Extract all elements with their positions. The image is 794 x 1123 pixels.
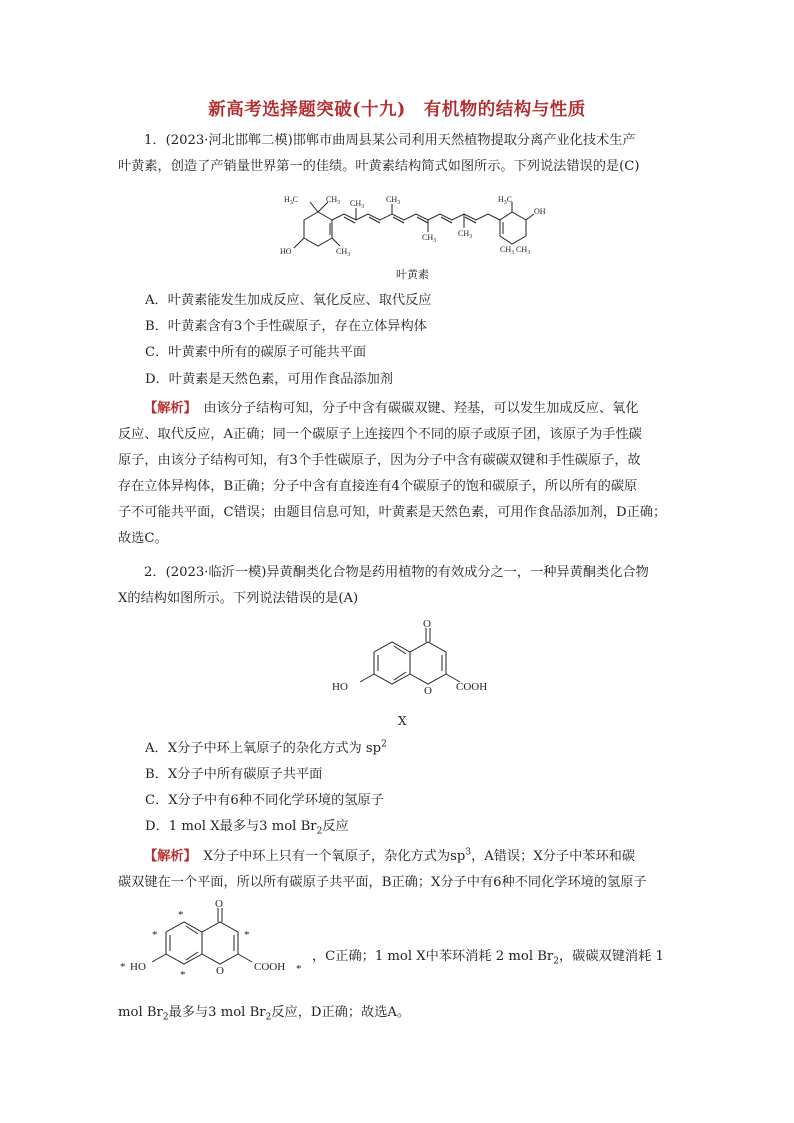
q1-analysis [118, 396, 678, 552]
mol-label-ch3: $CH_3$ [326, 195, 341, 206]
compound-x-caption: X [398, 714, 407, 728]
q1-analysis-line: 由该分子结构可知，分子中含有碳碳双键、羟基，可以发生加成反应、氧化 [190, 401, 639, 416]
q1-option-c: C．叶黄素中所有的碳原子可能共平面 [145, 345, 367, 360]
mol-label-ho: HO [332, 681, 348, 693]
q2-analysis-cont: ，C正确；1 mol X中苯环消耗 2 mol $Br_2$，碳碳双键消耗 1 [312, 949, 664, 967]
svg-text:COOH: COOH [254, 961, 286, 973]
q1-option-d: D．叶黄素是天然色素，可用作食品添加剂 [145, 372, 393, 387]
q2-stem-b: X的结构如图所示。下列说法错误的是(A) [118, 591, 359, 606]
q1-stem-a: 1．(2023·河北邯郸二模)邯郸市曲周县某公司利用天然植物提取分离产业化技术生产 [144, 133, 636, 148]
mol-label-ch3: $CH_3$ [516, 245, 531, 256]
h-marker: * [120, 961, 126, 973]
mol-label-h3c: $H_3C$ [284, 195, 299, 206]
q2-analysis: 【解析】 X分子中环上只有一个氧原子，杂化方式为$sp^3$，A错误；X分子中苯环和碳 碳双键在一个平面，所以所有碳原子共平面，B正确；X分子中有6种不同化学环境的氢原子 [118, 847, 647, 890]
q1-option-b: B．叶黄素含有3个手性碳原子，存在立体异构体 [145, 319, 427, 334]
mol-label-ch3: $CH_3$ [336, 247, 351, 258]
h-marker: * [152, 929, 158, 941]
page-title: 新高考选择题突破(十九) 有机物的结构与性质 [208, 100, 586, 120]
q1-analysis-line: 存在立体异构体，B正确；分子中含有直接连有4个碳原子的饱和碳原子，所以所有的碳原 [118, 479, 638, 494]
mol-label-ch3: $CH_3$ [350, 199, 365, 210]
q2-option-b: B．X分子中所有碳原子共平面 [145, 767, 323, 782]
q2-option-c: C．X分子中有6种不同化学环境的氢原子 [145, 793, 384, 808]
q1-stem [118, 128, 678, 154]
q2-stem-cont [118, 586, 678, 612]
mol-label-ho: HO [280, 247, 292, 256]
h-marker: * [244, 929, 250, 941]
q2-stem-a: 2．(2023·临沂一模)异黄酮类化合物是药用植物的有效成分之一，一种异黄酮类化合物 [144, 565, 649, 580]
q2-option-d: D．1 mol X最多与3 mol $Br_2$反应 [145, 819, 349, 837]
svg-text:O: O [215, 898, 223, 910]
q2-analysis-label: 【解析】 [144, 849, 191, 864]
mol-label-ch3: $CH_3$ [386, 195, 401, 206]
mol-label-ring-o: O [424, 685, 432, 697]
q1-analysis-line: 原子，由该分子结构可知，有3个手性碳原子，因为分子中含有碳碳双键和手性碳原子，故 [118, 453, 641, 468]
mol-label-ch3: $CH_3$ [458, 229, 473, 240]
h-marker: * [180, 969, 186, 981]
h-marker: * [296, 963, 302, 975]
q1-analysis-line: 子不可能共平面，C错误；由题目信息可知，叶黄素是天然色素，可用作食品添加剂，D正确； [118, 505, 667, 520]
q2-stem [118, 560, 678, 586]
lutein-caption: 叶黄素 [396, 268, 429, 281]
q1-stem-cont [118, 154, 678, 180]
mol-label-h3c: $H_3C$ [498, 195, 513, 206]
q2-analysis-end: mol $Br_2$最多与3 mol $Br_2$反应，D正确；故选A。 [118, 1005, 411, 1023]
q1-analysis-line: 故选C。 [118, 531, 168, 546]
mol-label-ch3: $CH_3$ [500, 245, 515, 256]
mol-label-ch3: $CH_3$ [422, 233, 437, 244]
svg-text:HO: HO [130, 961, 146, 973]
compound-x-structure [326, 618, 496, 714]
lutein-structure [280, 190, 550, 270]
q1-analysis-line: 反应、取代反应，A正确；同一个碳原子上连接四个不同的原子或原子团，该原子为手性碳 [118, 427, 642, 442]
q1-analysis-label: 【解析】 [144, 401, 191, 416]
mol-label-oh: OH [534, 207, 546, 216]
mol-label-o: O [423, 618, 431, 630]
q2-option-a: A．X分子中环上氧原子的杂化方式为 $sp^2$ [145, 739, 387, 756]
h-marker: * [178, 909, 184, 921]
q1-stem-b: 叶黄素，创造了产销量世界第一的佳绩。叶黄素结构简式如图所示。下列说法错误的是(C) [118, 159, 640, 174]
mol-label-cooh: COOH [456, 681, 488, 693]
q2-analysis-line: 碳双键在一个平面，所以所有碳原子共平面，B正确；X分子中有6种不同化学环境的氢原子 [118, 875, 647, 890]
svg-text:O: O [216, 965, 224, 977]
q1-option-a: A．叶黄素能发生加成反应、氧化反应、取代反应 [145, 293, 432, 308]
compound-x-annotated [118, 898, 308, 994]
